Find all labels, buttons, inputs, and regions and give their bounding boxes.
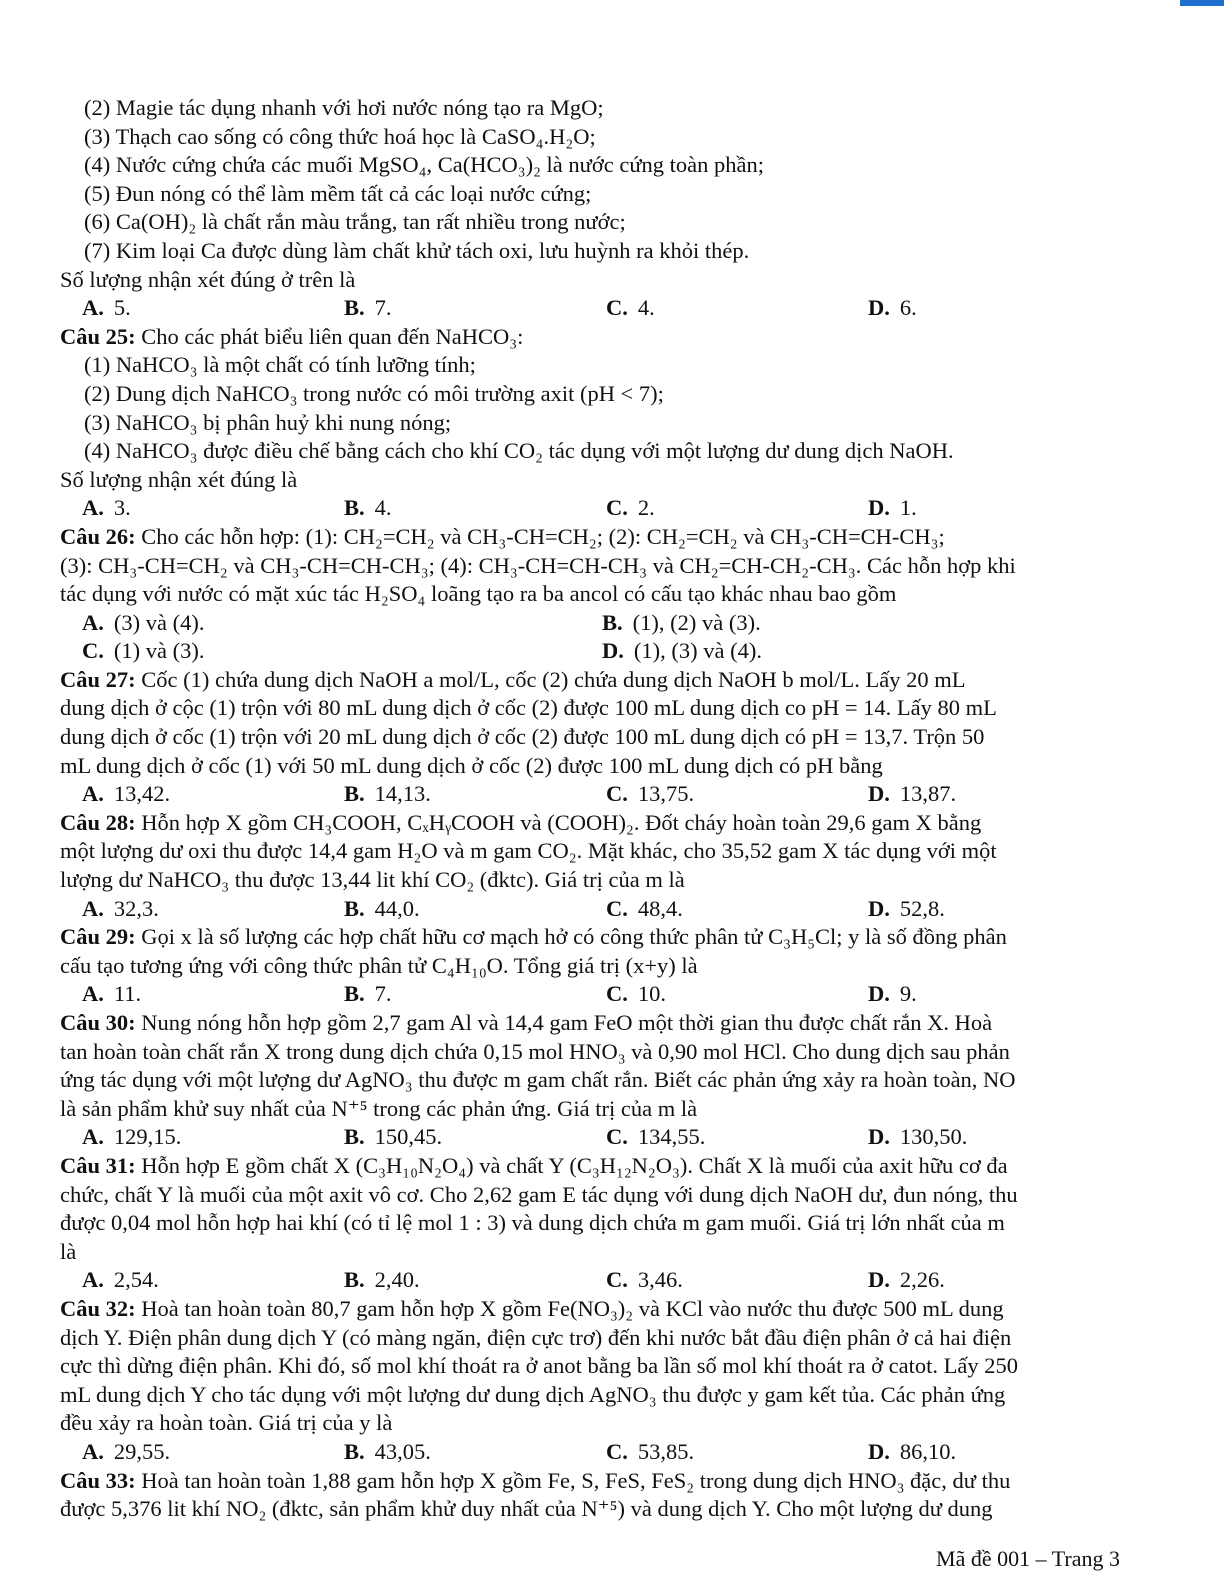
question-31: Câu 31: Hỗn hợp E gồm chất X (C₃H₁₀N₂O₄) và chất Y (C₃H₁₂N₂O₃). Chất X là muối của axit hữu cơ đa <box>60 1152 1008 1178</box>
answer-options <box>60 609 1120 638</box>
question-label: Câu 30: <box>60 1010 136 1035</box>
question-text: mL dung dịch Y cho tác dụng với một lượng dư dung dịch AgNO₃ thu được y gam kết tủa. Các phản ứng <box>60 1381 1006 1407</box>
question-label: Câu 31: <box>60 1152 136 1178</box>
answer-options <box>60 895 1120 924</box>
question-text: dung dịch ở cộc (1) trộn với 80 mL dung dịch ở cốc (2) được 100 mL dung dịch co pH = 14. Lấy 80 mL <box>60 695 997 721</box>
question-label: Câu 33: <box>60 1467 136 1493</box>
answer-options <box>60 1438 1120 1467</box>
option-b[interactable]: B. 14,13. <box>344 781 431 807</box>
option-d[interactable]: D. 13,87. <box>868 781 957 807</box>
statement: (5) Đun nóng có thể làm mềm tất cả các loại nước cứng; <box>84 180 592 206</box>
option-a[interactable]: A. 11. <box>82 981 142 1007</box>
question-text: ứng tác dụng với một lượng dư AgNO₃ thu được m gam chất rắn. Biết các phản ứng xảy ra hoàn toàn, NO <box>60 1067 1016 1093</box>
question-text: tác dụng với nước có mặt xúc tác H₂SO₄ loãng tạo ra ba ancol có cấu tạo khác nhau bao gồm <box>60 581 897 607</box>
question-text: được 0,04 mol hỗn hợp hai khí (có tỉ lệ mol 1 : 3) và dung dịch chứa m gam muối. Giá trị lớn nhất của m <box>60 1210 1005 1236</box>
statement: (4) NaHCO₃ được điều chế bằng cách cho khí CO₂ tác dụng với một lượng dư dung dịch NaOH. <box>84 438 954 464</box>
option-d[interactable]: D. (1), (3) và (4). <box>602 638 762 664</box>
question-label: Câu 29: <box>60 924 136 950</box>
option-a[interactable]: A. (3) và (4). <box>82 609 205 635</box>
question-prompt: Số lượng nhận xét đúng ở trên là <box>60 266 356 292</box>
statement: (3) NaHCO₃ bị phân huỷ khi nung nóng; <box>84 409 452 435</box>
option-c[interactable]: C. (1) và (3). <box>82 638 205 664</box>
question-label: Câu 26: <box>60 523 136 549</box>
statement: (3) Thạch cao sống có công thức hoá học là CaSO₄.H₂O; <box>84 123 596 149</box>
option-b[interactable]: B. 2,40. <box>344 1267 420 1293</box>
option-a[interactable]: A. 2,54. <box>82 1267 159 1293</box>
answer-options <box>60 494 1120 523</box>
exam-page <box>60 94 1120 1524</box>
option-c[interactable]: C. 10. <box>606 981 666 1007</box>
option-b[interactable]: B. 7. <box>344 295 392 321</box>
statement: (6) Ca(OH)₂ là chất rắn màu trắng, tan rất nhiều trong nước; <box>84 209 626 235</box>
question-28: Câu 28: Hỗn hợp X gồm CH₃COOH, CₓHᵧCOOH và (COOH)₂. Đốt cháy hoàn toàn 29,6 gam X bằng <box>60 809 982 835</box>
option-d[interactable]: D. 1. <box>868 495 917 521</box>
question-label: Câu 27: <box>60 666 136 692</box>
question-text: chức, chất Y là muối của một axit vô cơ. Cho 2,62 gam E tác dụng với dung dịch NaOH dư, đun nóng, thu <box>60 1181 1018 1207</box>
option-c[interactable]: C. 134,55. <box>606 1124 706 1150</box>
answer-options <box>60 1123 1120 1152</box>
option-a[interactable]: A. 3. <box>82 495 131 521</box>
statement: (4) Nước cứng chứa các muối MgSO₄, Ca(HCO₃)₂ là nước cứng toàn phần; <box>84 152 765 178</box>
option-d[interactable]: D. 2,26. <box>868 1267 945 1293</box>
corner-mark <box>1180 0 1224 6</box>
answer-options <box>60 294 1120 323</box>
question-text: đều xảy ra hoàn toàn. Giá trị của y là <box>60 1410 393 1436</box>
option-d[interactable]: D. 9. <box>868 981 917 1007</box>
question-label: Câu 32: <box>60 1295 136 1321</box>
option-a[interactable]: A. 32,3. <box>82 895 159 921</box>
option-b[interactable]: B. 150,45. <box>344 1124 443 1150</box>
question-label: Câu 25: <box>60 323 136 349</box>
question-text: một lượng dư oxi thu được 14,4 gam H₂O và m gam CO₂. Mặt khác, cho 35,52 gam X tác dụng với một <box>60 838 997 864</box>
option-b[interactable]: B. 44,0. <box>344 895 420 921</box>
option-a[interactable]: A. 129,15. <box>82 1124 182 1150</box>
option-b[interactable]: B. 43,05. <box>344 1438 431 1464</box>
option-d[interactable]: D. 52,8. <box>868 895 945 921</box>
question-text: (3): CH₃-CH=CH₂ và CH₃-CH=CH-CH₃; (4): CH₃-CH=CH-CH₃ và CH₂=CH-CH₂-CH₃. Các hỗn hợp khi <box>60 552 1016 578</box>
question-33: Câu 33: Hoà tan hoàn toàn 1,88 gam hỗn hợp X gồm Fe, S, FeS, FeS₂ trong dung dịch HNO₃ đặc, dư thu <box>60 1467 1011 1493</box>
option-b[interactable]: B. 4. <box>344 495 392 521</box>
statement: (7) Kim loại Ca được dùng làm chất khử tách oxi, lưu huỳnh ra khỏi thép. <box>84 237 750 263</box>
question-text: cực thì dừng điện phân. Khi đó, số mol khí thoát ra ở anot bằng ba lần số mol khí thoát ra ở catot. Lấy 250 <box>60 1353 1018 1379</box>
option-a[interactable]: A. 5. <box>82 295 131 321</box>
question-text: là <box>60 1238 77 1264</box>
option-c[interactable]: C. 48,4. <box>606 895 683 921</box>
option-a[interactable]: A. 29,55. <box>82 1438 171 1464</box>
option-c[interactable]: C. 4. <box>606 295 655 321</box>
question-text: được 5,376 lit khí NO₂ (đktc, sản phẩm khử duy nhất của N⁺⁵) và dung dịch Y. Cho một lượng dư dung <box>60 1496 993 1522</box>
answer-options <box>60 1266 1120 1295</box>
option-c[interactable]: C. 53,85. <box>606 1438 695 1464</box>
option-c[interactable]: C. 13,75. <box>606 781 695 807</box>
question-25: Câu 25: Cho các phát biểu liên quan đến NaHCO₃: <box>60 323 524 349</box>
statement: (1) NaHCO₃ là một chất có tính lưỡng tính; <box>84 352 476 378</box>
question-26: Câu 26: Cho các hỗn hợp: (1): CH₂=CH₂ và CH₃-CH=CH₂; (2): CH₂=CH₂ và CH₃-CH=CH-CH₃; <box>60 523 945 549</box>
question-label: Câu 28: <box>60 809 136 835</box>
question-text: cấu tạo tương ứng với công thức phân tử C₄H₁₀O. Tổng giá trị (x+y) là <box>60 952 698 978</box>
option-a[interactable]: A. 13,42. <box>82 781 171 807</box>
option-b[interactable]: B. 7. <box>344 981 392 1007</box>
question-text: tan hoàn toàn chất rắn X trong dung dịch chứa 0,15 mol HNO₃ và 0,90 mol HCl. Cho dung dịch sau phản <box>60 1038 1010 1064</box>
question-prompt: Số lượng nhận xét đúng là <box>60 466 298 492</box>
statement: (2) Dung dịch NaHCO₃ trong nước có môi trường axit (pH < 7); <box>84 380 664 406</box>
option-c[interactable]: C. 3,46. <box>606 1267 683 1293</box>
option-d[interactable]: D. 130,50. <box>868 1124 968 1150</box>
question-30: Câu 30: Nung nóng hỗn hợp gồm 2,7 gam Al và 14,4 gam FeO một thời gian thu được chất rắn X. Hoà <box>60 1010 993 1035</box>
answer-options <box>60 637 1120 666</box>
question-text: dịch Y. Điện phân dung dịch Y (có màng ngăn, điện cực trơ) đến khi nước bắt đầu điện phân ở cả hai điện <box>60 1324 1012 1350</box>
question-29: Câu 29: Gọi x là số lượng các hợp chất hữu cơ mạch hở có công thức phân tử C₃H₅Cl; y là số đồng phân <box>60 924 1007 950</box>
option-c[interactable]: C. 2. <box>606 495 655 521</box>
answer-options <box>60 980 1120 1009</box>
answer-options <box>60 780 1120 809</box>
option-d[interactable]: D. 6. <box>868 295 917 321</box>
statement: (2) Magie tác dụng nhanh với hơi nước nóng tạo ra MgO; <box>84 95 604 120</box>
question-text: mL dung dịch ở cốc (1) với 50 mL dung dịch ở cốc (2) được 100 mL dung dịch có pH bằng <box>60 752 883 778</box>
page-footer: Mã đề 001 – Trang 3 <box>936 1546 1120 1571</box>
question-32: Câu 32: Hoà tan hoàn toàn 80,7 gam hỗn hợp X gồm Fe(NO₃)₂ và KCl vào nước thu được 500 mL dung <box>60 1295 1004 1321</box>
question-text: lượng dư NaHCO₃ thu được 13,44 lit khí CO₂ (đktc). Giá trị của m là <box>60 867 685 893</box>
option-b[interactable]: B. (1), (2) và (3). <box>602 609 761 635</box>
question-text: dung dịch ở cốc (1) trộn với 20 mL dung dịch ở cốc (2) được 100 mL dung dịch có pH = 13,7. Trộn 50 <box>60 724 985 750</box>
question-27: Câu 27: Cốc (1) chứa dung dịch NaOH a mol/L, cốc (2) chứa dung dịch NaOH b mol/L. Lấy 20 mL <box>60 666 966 692</box>
option-d[interactable]: D. 86,10. <box>868 1438 957 1464</box>
question-text: là sản phẩm khử suy nhất của N⁺⁵ trong các phản ứng. Giá trị của m là <box>60 1095 698 1121</box>
